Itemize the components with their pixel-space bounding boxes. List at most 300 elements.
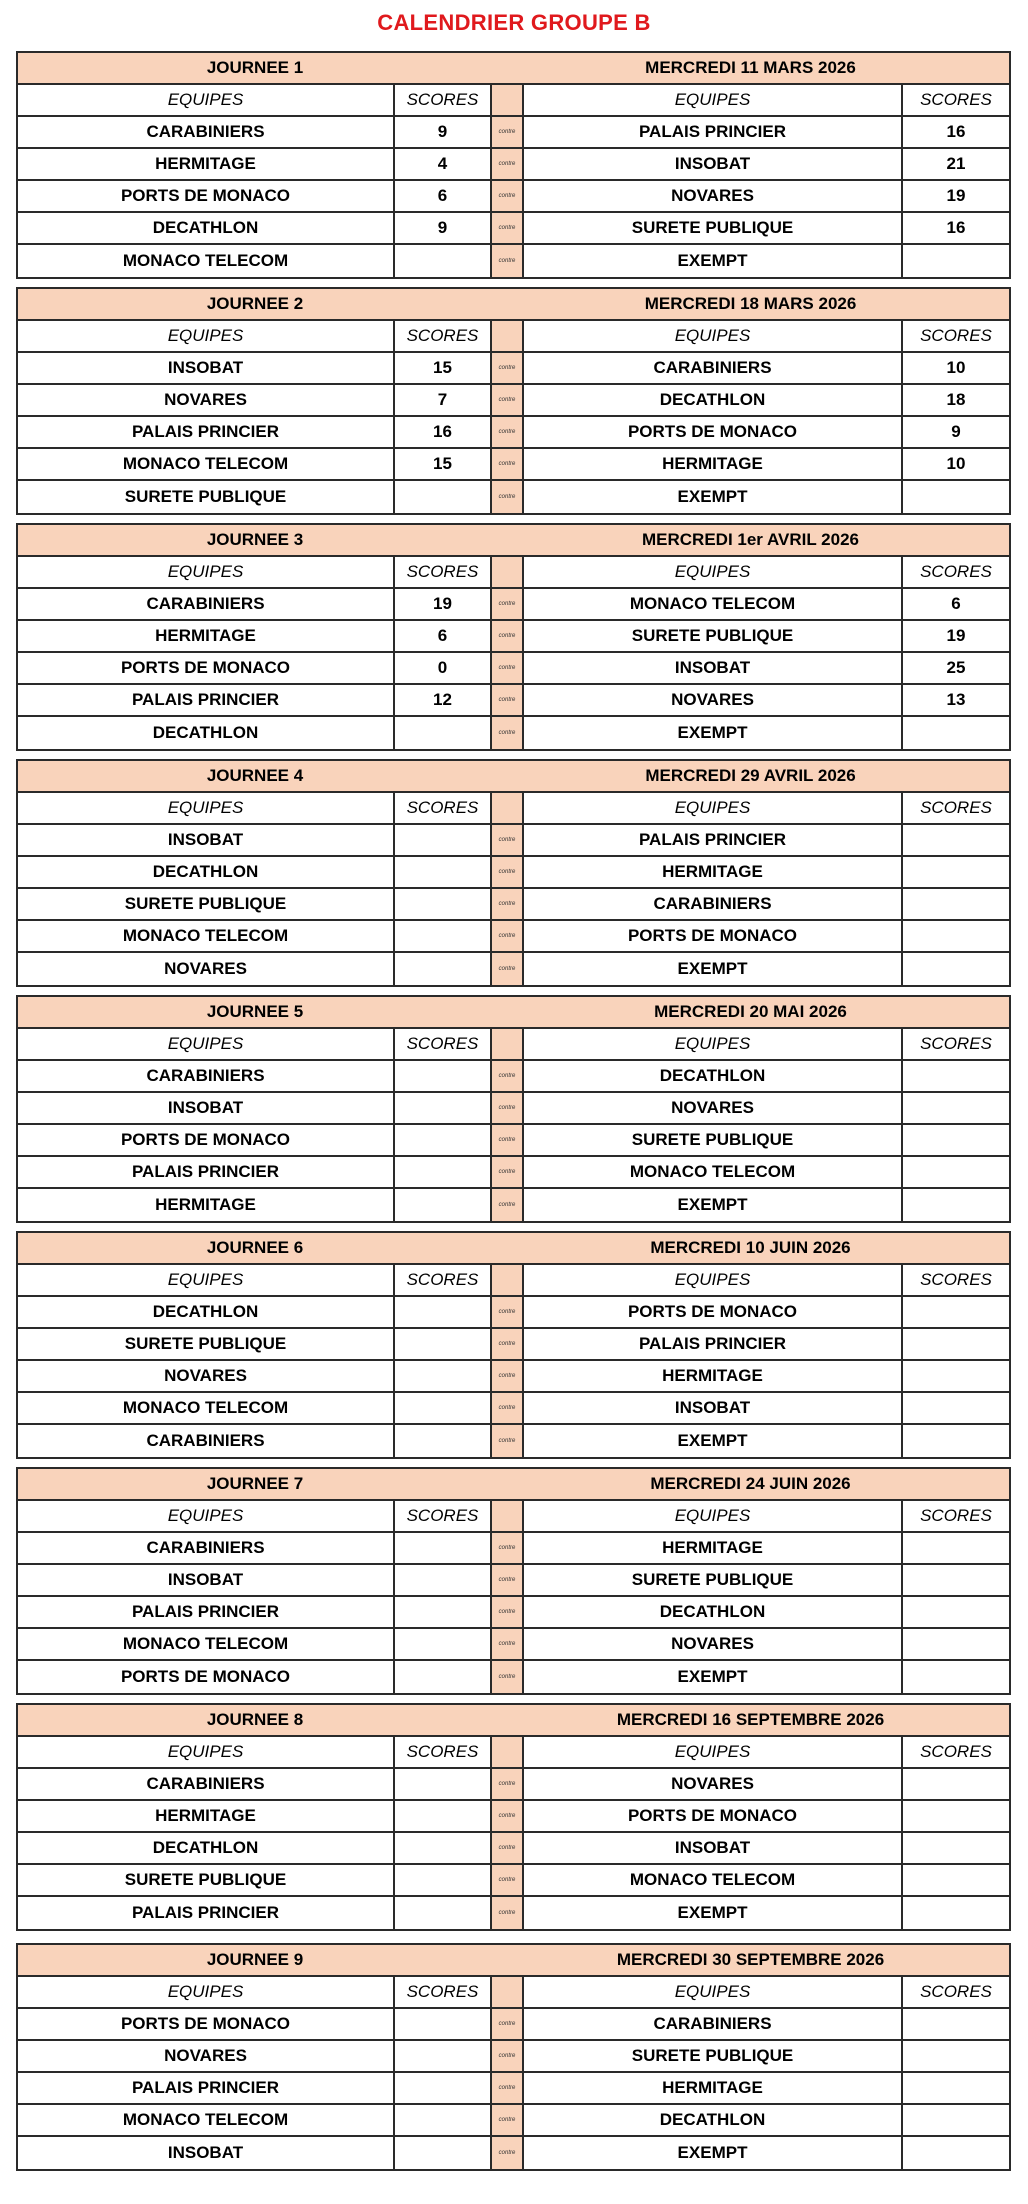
match-row xyxy=(18,1629,1009,1661)
away-score xyxy=(903,1061,1009,1091)
home-score: 12 xyxy=(395,685,492,715)
journee-date: MERCREDI 24 JUIN 2026 xyxy=(650,1474,851,1493)
away-score xyxy=(903,825,1009,855)
contre-label: contre xyxy=(492,2041,524,2071)
home-score xyxy=(395,481,492,513)
match-row xyxy=(18,245,1009,277)
home-team: CARABINIERS xyxy=(18,117,395,147)
match-row xyxy=(18,685,1009,717)
column-labels xyxy=(18,1029,1009,1061)
away-team: EXEMPT xyxy=(524,717,903,749)
match-row xyxy=(18,1769,1009,1801)
equipes-label: EQUIPES xyxy=(18,1977,395,2007)
home-team: PALAIS PRINCIER xyxy=(18,685,395,715)
away-team: HERMITAGE xyxy=(524,857,903,887)
home-team: CARABINIERS xyxy=(18,1769,395,1799)
home-team: HERMITAGE xyxy=(18,621,395,651)
equipes-label: EQUIPES xyxy=(18,1029,395,1059)
equipes-label: EQUIPES xyxy=(524,1265,903,1295)
equipes-label: EQUIPES xyxy=(18,557,395,587)
away-score xyxy=(903,2009,1009,2039)
home-score xyxy=(395,2105,492,2135)
away-team: INSOBAT xyxy=(524,1833,903,1863)
away-score xyxy=(903,1329,1009,1359)
match-row xyxy=(18,1061,1009,1093)
scores-label: SCORES xyxy=(395,1501,492,1531)
away-team: PALAIS PRINCIER xyxy=(524,117,903,147)
home-score xyxy=(395,1393,492,1423)
match-row xyxy=(18,2041,1009,2073)
away-score: 16 xyxy=(946,218,966,237)
journee-block-2 xyxy=(16,287,1011,515)
home-team: NOVARES xyxy=(18,1361,395,1391)
match-row xyxy=(18,1425,1009,1457)
match-row xyxy=(18,1801,1009,1833)
away-score xyxy=(903,1533,1009,1563)
home-team: PALAIS PRINCIER xyxy=(18,1597,395,1627)
home-team: PORTS DE MONACO xyxy=(18,181,395,211)
match-row xyxy=(18,1865,1009,1897)
home-score xyxy=(395,1361,492,1391)
away-team: DECATHLON xyxy=(524,385,903,415)
away-team: PORTS DE MONACO xyxy=(524,1297,903,1327)
journee-name: JOURNEE 3 xyxy=(206,530,304,549)
match-row xyxy=(18,1125,1009,1157)
equipes-label: EQUIPES xyxy=(524,1029,903,1059)
home-score xyxy=(395,825,492,855)
journee-date: MERCREDI 16 SEPTEMBRE 2026 xyxy=(616,1710,885,1729)
scores-label: SCORES xyxy=(395,321,492,351)
home-team: PALAIS PRINCIER xyxy=(18,417,395,447)
home-team: MONACO TELECOM xyxy=(18,2105,395,2135)
contre-label: contre xyxy=(492,653,524,683)
away-team: HERMITAGE xyxy=(524,2073,903,2103)
away-team: NOVARES xyxy=(524,1629,903,1659)
home-score xyxy=(395,1329,492,1359)
journee-header xyxy=(18,1705,1009,1737)
away-score: 25 xyxy=(946,658,966,677)
scores-label: SCORES xyxy=(920,90,992,109)
home-team: MONACO TELECOM xyxy=(18,1393,395,1423)
match-row xyxy=(18,1897,1009,1929)
away-team: MONACO TELECOM xyxy=(524,589,903,619)
journee-block-9 xyxy=(16,1943,1011,2171)
scores-label: SCORES xyxy=(920,1742,992,1761)
journee-date: MERCREDI 20 MAI 2026 xyxy=(654,1002,847,1021)
home-score: 6 xyxy=(395,621,492,651)
contre-spacer xyxy=(492,1977,524,2007)
column-labels xyxy=(18,1501,1009,1533)
home-score xyxy=(395,1565,492,1595)
home-team: NOVARES xyxy=(18,2041,395,2071)
away-team: SURETE PUBLIQUE xyxy=(524,2041,903,2071)
equipes-label: EQUIPES xyxy=(18,321,395,351)
away-team: INSOBAT xyxy=(524,1393,903,1423)
contre-label: contre xyxy=(492,1157,524,1187)
contre-label: contre xyxy=(492,1801,524,1831)
away-score xyxy=(903,1833,1009,1863)
home-score xyxy=(395,1661,492,1693)
away-team: EXEMPT xyxy=(524,953,903,985)
home-score xyxy=(395,2137,492,2169)
home-score xyxy=(395,857,492,887)
home-team: HERMITAGE xyxy=(18,1189,395,1221)
home-team: PALAIS PRINCIER xyxy=(18,2073,395,2103)
match-row xyxy=(18,621,1009,653)
column-labels xyxy=(18,557,1009,589)
column-labels xyxy=(18,1737,1009,1769)
equipes-label: EQUIPES xyxy=(524,1501,903,1531)
home-team: MONACO TELECOM xyxy=(18,449,395,479)
home-score xyxy=(395,2009,492,2039)
scores-label: SCORES xyxy=(920,1270,992,1289)
match-row xyxy=(18,857,1009,889)
contre-label: contre xyxy=(492,1393,524,1423)
contre-label: contre xyxy=(492,385,524,415)
away-score: 16 xyxy=(946,122,966,141)
home-score xyxy=(395,1425,492,1457)
away-team: NOVARES xyxy=(524,181,903,211)
contre-label: contre xyxy=(492,1425,524,1457)
home-score xyxy=(395,1897,492,1929)
journee-block-3 xyxy=(16,523,1011,751)
journee-block-1 xyxy=(16,51,1011,279)
journee-name: JOURNEE 2 xyxy=(206,294,304,313)
away-score xyxy=(903,1597,1009,1627)
home-team: MONACO TELECOM xyxy=(18,921,395,951)
away-team: PORTS DE MONACO xyxy=(524,417,903,447)
journee-name: JOURNEE 1 xyxy=(206,58,304,77)
scores-label: SCORES xyxy=(920,326,992,345)
contre-label: contre xyxy=(492,1189,524,1221)
away-team: EXEMPT xyxy=(524,2137,903,2169)
home-score: 15 xyxy=(395,353,492,383)
home-team: CARABINIERS xyxy=(18,1425,395,1457)
match-row xyxy=(18,1661,1009,1693)
contre-label: contre xyxy=(492,449,524,479)
match-row xyxy=(18,1329,1009,1361)
journee-header xyxy=(18,525,1009,557)
away-team: DECATHLON xyxy=(524,1061,903,1091)
home-score xyxy=(395,1865,492,1895)
home-team: INSOBAT xyxy=(18,353,395,383)
home-team: NOVARES xyxy=(18,385,395,415)
away-score: 19 xyxy=(946,626,966,645)
equipes-label: EQUIPES xyxy=(18,85,395,115)
away-team: INSOBAT xyxy=(524,653,903,683)
away-score xyxy=(903,481,1009,513)
journee-date: MERCREDI 30 SEPTEMBRE 2026 xyxy=(616,1950,885,1969)
home-team: DECATHLON xyxy=(18,1833,395,1863)
away-score xyxy=(903,1125,1009,1155)
home-team: HERMITAGE xyxy=(18,149,395,179)
match-row xyxy=(18,1297,1009,1329)
match-row xyxy=(18,385,1009,417)
match-row xyxy=(18,2073,1009,2105)
away-score xyxy=(903,857,1009,887)
away-score: 21 xyxy=(946,154,966,173)
match-row xyxy=(18,2137,1009,2169)
scores-label: SCORES xyxy=(920,1034,992,1053)
scores-label: SCORES xyxy=(395,85,492,115)
journee-block-6 xyxy=(16,1231,1011,1459)
equipes-label: EQUIPES xyxy=(524,793,903,823)
home-score: 15 xyxy=(395,449,492,479)
away-team: PALAIS PRINCIER xyxy=(524,825,903,855)
contre-spacer xyxy=(492,321,524,351)
match-row xyxy=(18,2105,1009,2137)
equipes-label: EQUIPES xyxy=(524,557,903,587)
home-score xyxy=(395,1125,492,1155)
equipes-label: EQUIPES xyxy=(18,1501,395,1531)
match-row xyxy=(18,481,1009,513)
contre-label: contre xyxy=(492,1361,524,1391)
away-team: PALAIS PRINCIER xyxy=(524,1329,903,1359)
contre-label: contre xyxy=(492,2073,524,2103)
home-team: INSOBAT xyxy=(18,1093,395,1123)
contre-label: contre xyxy=(492,2009,524,2039)
away-team: SURETE PUBLIQUE xyxy=(524,621,903,651)
equipes-label: EQUIPES xyxy=(18,1737,395,1767)
away-score xyxy=(903,1661,1009,1693)
contre-label: contre xyxy=(492,181,524,211)
contre-label: contre xyxy=(492,245,524,277)
match-row xyxy=(18,213,1009,245)
away-score xyxy=(903,1297,1009,1327)
away-team: MONACO TELECOM xyxy=(524,1157,903,1187)
journee-date: MERCREDI 11 MARS 2026 xyxy=(645,58,856,77)
home-score xyxy=(395,2041,492,2071)
journee-date: MERCREDI 10 JUIN 2026 xyxy=(650,1238,851,1257)
column-labels xyxy=(18,1265,1009,1297)
home-score xyxy=(395,1833,492,1863)
contre-label: contre xyxy=(492,2137,524,2169)
match-row xyxy=(18,1565,1009,1597)
contre-label: contre xyxy=(492,1769,524,1799)
scores-label: SCORES xyxy=(920,1982,992,2001)
away-score xyxy=(903,1629,1009,1659)
journee-name: JOURNEE 4 xyxy=(206,766,304,785)
home-score xyxy=(395,1093,492,1123)
contre-spacer xyxy=(492,793,524,823)
scores-label: SCORES xyxy=(395,1265,492,1295)
home-score xyxy=(395,1801,492,1831)
away-team: CARABINIERS xyxy=(524,353,903,383)
home-team: INSOBAT xyxy=(18,2137,395,2169)
home-team: DECATHLON xyxy=(18,857,395,887)
scores-label: SCORES xyxy=(395,557,492,587)
away-team: CARABINIERS xyxy=(524,2009,903,2039)
away-score xyxy=(903,1157,1009,1187)
away-score: 9 xyxy=(951,422,961,441)
contre-label: contre xyxy=(492,1865,524,1895)
match-row xyxy=(18,1361,1009,1393)
contre-label: contre xyxy=(492,1833,524,1863)
journee-block-4 xyxy=(16,759,1011,987)
home-team: SURETE PUBLIQUE xyxy=(18,481,395,513)
away-team: EXEMPT xyxy=(524,481,903,513)
scores-label: SCORES xyxy=(920,798,992,817)
match-row xyxy=(18,353,1009,385)
away-score xyxy=(903,1093,1009,1123)
away-team: EXEMPT xyxy=(524,245,903,277)
home-score xyxy=(395,1297,492,1327)
journee-name: JOURNEE 5 xyxy=(206,1002,304,1021)
column-labels xyxy=(18,85,1009,117)
away-score xyxy=(903,1425,1009,1457)
match-row xyxy=(18,1189,1009,1221)
contre-label: contre xyxy=(492,1629,524,1659)
contre-label: contre xyxy=(492,1061,524,1091)
away-team: NOVARES xyxy=(524,1769,903,1799)
journee-header xyxy=(18,1233,1009,1265)
contre-label: contre xyxy=(492,353,524,383)
away-team: CARABINIERS xyxy=(524,889,903,919)
home-score: 9 xyxy=(395,117,492,147)
match-row xyxy=(18,717,1009,749)
away-score: 6 xyxy=(951,594,961,613)
away-team: MONACO TELECOM xyxy=(524,1865,903,1895)
contre-label: contre xyxy=(492,1329,524,1359)
home-team: PALAIS PRINCIER xyxy=(18,1897,395,1929)
home-score: 19 xyxy=(395,589,492,619)
home-score xyxy=(395,953,492,985)
contre-label: contre xyxy=(492,921,524,951)
journee-name: JOURNEE 6 xyxy=(206,1238,304,1257)
match-row xyxy=(18,149,1009,181)
home-team: CARABINIERS xyxy=(18,589,395,619)
contre-spacer xyxy=(492,1029,524,1059)
contre-label: contre xyxy=(492,481,524,513)
home-team: NOVARES xyxy=(18,953,395,985)
away-team: SURETE PUBLIQUE xyxy=(524,1565,903,1595)
journee-block-7 xyxy=(16,1467,1011,1695)
journee-header xyxy=(18,997,1009,1029)
contre-label: contre xyxy=(492,621,524,651)
away-team: SURETE PUBLIQUE xyxy=(524,213,903,243)
away-team: HERMITAGE xyxy=(524,449,903,479)
home-team: DECATHLON xyxy=(18,1297,395,1327)
contre-label: contre xyxy=(492,717,524,749)
journee-header xyxy=(18,289,1009,321)
home-team: CARABINIERS xyxy=(18,1533,395,1563)
match-row xyxy=(18,117,1009,149)
away-score xyxy=(903,953,1009,985)
contre-spacer xyxy=(492,1265,524,1295)
scores-label: SCORES xyxy=(920,562,992,581)
home-team: CARABINIERS xyxy=(18,1061,395,1091)
away-score xyxy=(903,2105,1009,2135)
away-team: EXEMPT xyxy=(524,1661,903,1693)
home-team: PORTS DE MONACO xyxy=(18,653,395,683)
contre-label: contre xyxy=(492,417,524,447)
away-score xyxy=(903,1865,1009,1895)
home-team: MONACO TELECOM xyxy=(18,1629,395,1659)
contre-label: contre xyxy=(492,685,524,715)
journee-name: JOURNEE 7 xyxy=(206,1474,304,1493)
journee-header xyxy=(18,761,1009,793)
home-score: 9 xyxy=(395,213,492,243)
home-score xyxy=(395,889,492,919)
journee-block-5 xyxy=(16,995,1011,1223)
home-score xyxy=(395,717,492,749)
home-score: 0 xyxy=(395,653,492,683)
away-team: NOVARES xyxy=(524,1093,903,1123)
match-row xyxy=(18,889,1009,921)
contre-label: contre xyxy=(492,857,524,887)
match-row xyxy=(18,1597,1009,1629)
home-score xyxy=(395,1769,492,1799)
match-row xyxy=(18,1533,1009,1565)
scores-label: SCORES xyxy=(920,1506,992,1525)
match-row xyxy=(18,921,1009,953)
contre-label: contre xyxy=(492,149,524,179)
home-score: 6 xyxy=(395,181,492,211)
home-team: INSOBAT xyxy=(18,825,395,855)
away-score xyxy=(903,889,1009,919)
home-score xyxy=(395,1533,492,1563)
away-score xyxy=(903,2041,1009,2071)
away-score: 18 xyxy=(946,390,966,409)
home-team: PORTS DE MONACO xyxy=(18,2009,395,2039)
scores-label: SCORES xyxy=(395,1977,492,2007)
home-score xyxy=(395,921,492,951)
contre-label: contre xyxy=(492,213,524,243)
home-score: 4 xyxy=(395,149,492,179)
match-row xyxy=(18,2009,1009,2041)
contre-label: contre xyxy=(492,1597,524,1627)
column-labels xyxy=(18,321,1009,353)
contre-label: contre xyxy=(492,589,524,619)
contre-label: contre xyxy=(492,1661,524,1693)
away-score xyxy=(903,1769,1009,1799)
home-team: SURETE PUBLIQUE xyxy=(18,1865,395,1895)
journee-name: JOURNEE 9 xyxy=(206,1950,304,1969)
home-score xyxy=(395,1597,492,1627)
home-team: INSOBAT xyxy=(18,1565,395,1595)
away-team: EXEMPT xyxy=(524,1897,903,1929)
equipes-label: EQUIPES xyxy=(524,321,903,351)
match-row xyxy=(18,1833,1009,1865)
home-team: SURETE PUBLIQUE xyxy=(18,889,395,919)
match-row xyxy=(18,449,1009,481)
away-team: HERMITAGE xyxy=(524,1361,903,1391)
home-team: PORTS DE MONACO xyxy=(18,1661,395,1693)
home-team: MONACO TELECOM xyxy=(18,245,395,277)
home-team: DECATHLON xyxy=(18,717,395,749)
away-score: 10 xyxy=(946,358,966,377)
home-score: 7 xyxy=(395,385,492,415)
home-team: DECATHLON xyxy=(18,213,395,243)
scores-label: SCORES xyxy=(395,793,492,823)
away-score xyxy=(903,1189,1009,1221)
home-score xyxy=(395,2073,492,2103)
home-team: SURETE PUBLIQUE xyxy=(18,1329,395,1359)
equipes-label: EQUIPES xyxy=(524,1737,903,1767)
away-score xyxy=(903,2073,1009,2103)
away-team: HERMITAGE xyxy=(524,1533,903,1563)
scores-label: SCORES xyxy=(395,1737,492,1767)
away-team: EXEMPT xyxy=(524,1189,903,1221)
away-score xyxy=(903,1361,1009,1391)
match-row xyxy=(18,1093,1009,1125)
journee-header xyxy=(18,1945,1009,1977)
away-score xyxy=(903,921,1009,951)
home-score xyxy=(395,1629,492,1659)
contre-spacer xyxy=(492,1501,524,1531)
home-team: PORTS DE MONACO xyxy=(18,1125,395,1155)
away-team: INSOBAT xyxy=(524,149,903,179)
